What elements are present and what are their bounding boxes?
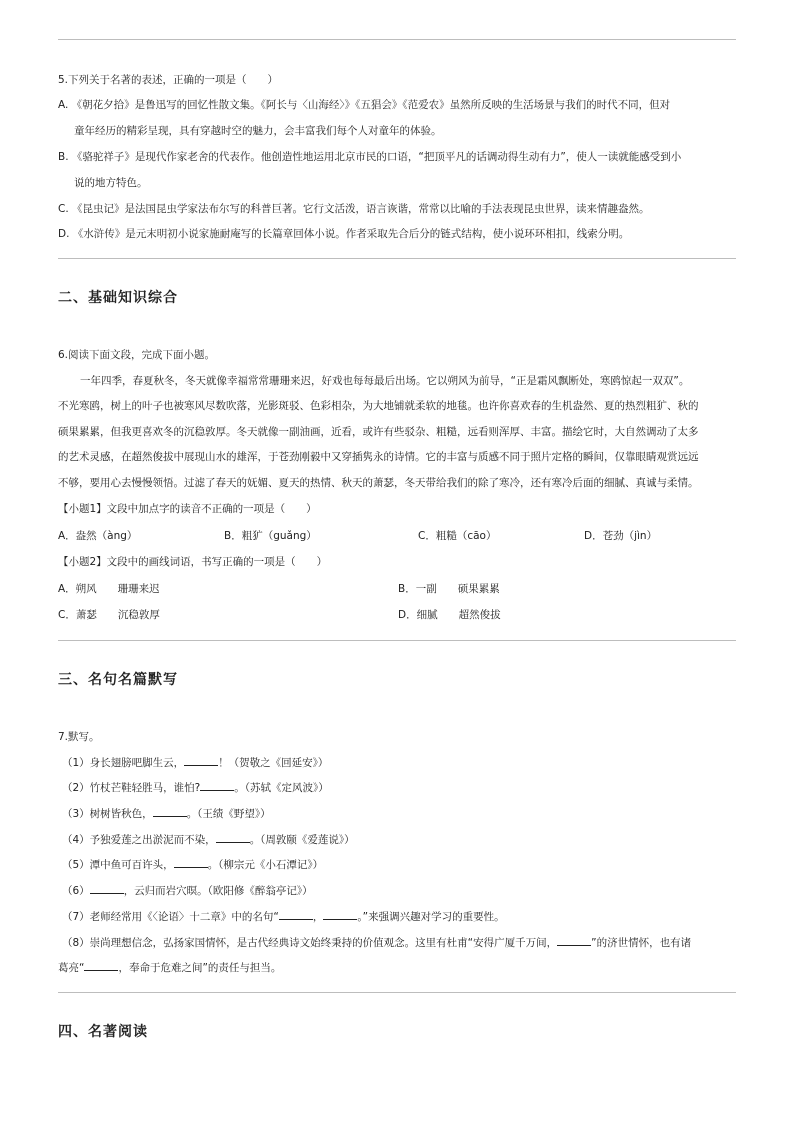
q7-item-2: （2）竹杖芒鞋轻胜马，谁怕? 。（苏轼《定风波》） [62, 782, 329, 794]
section-4-heading: 四、名著阅读 [58, 1024, 148, 1040]
divider [58, 640, 736, 641]
q7-item-7: （7）老师经常用《〈论语〉十二章》中的名句“ ， 。”来强调兴趣对学习的重要性。 [62, 911, 505, 923]
q7-item-3: （3）树树皆秋色， 。（王绩《野望》） [62, 808, 271, 820]
q7-item-4: （4）予独爱莲之出淤泥而不染， 。（周敦颐《爱莲说》） [62, 834, 355, 846]
answer-blank [557, 945, 591, 946]
option-c: C．萧瑟 沉稳敦厚 [58, 609, 160, 621]
q6-sub1-options [58, 528, 738, 543]
divider [58, 258, 736, 259]
section-2-heading: 二、基础知识综合 [58, 290, 178, 306]
option-b: B．粗犷（guǎng） [224, 530, 317, 542]
divider [58, 39, 736, 40]
divider [58, 992, 736, 993]
q5-stem: 5.下列关于名著的表述，正确的一项是（ ） [58, 74, 279, 86]
q6-sub2-options-row2 [58, 607, 738, 622]
q6-passage-line: 一年四季，春夏秋冬，冬天就像幸福常常珊珊来迟，好戏也每每最后出场。它以朔风为前导，“正是霜风飘断处，寒鸥惊起一双双”。 [80, 375, 690, 387]
option-a: A．盎然（àng） [58, 530, 138, 542]
q5-option-b: B. 《骆驼祥子》是现代作家老舍的代表作。他创造性地运用北京市民的口语，“把顶平凡的话调动得生动有力”，使人一读就能感受到小 [58, 151, 682, 163]
q6-passage-line: 不够，要用心去慢慢领悟。过滤了春天的妩媚、夏天的热情、秋天的萧瑟，冬天带给我们的除了寒冷，还有寒冷后面的细腻、真诚与柔情。 [58, 477, 699, 489]
q7-stem: 7.默写。 [58, 731, 100, 743]
option-d: D．苍劲（jìn） [584, 530, 658, 542]
q7-item-1: （1）身长翅膀吧脚生云， ！（贺敬之《回延安》） [62, 757, 329, 769]
option-b: B．一副 硕果累累 [398, 583, 500, 595]
q6-stem: 6.阅读下面文段，完成下面小题。 [58, 349, 216, 361]
q7-item-6: （6） ，云归而岩穴暝。（欧阳修《醉翁亭记》） [62, 885, 313, 897]
option-a: A．朔风 珊珊来迟 [58, 583, 160, 595]
answer-blank [90, 893, 124, 894]
q7-item-8-cont: 葛亮“ ，奉命于危难之间”的责任与担当。 [58, 962, 282, 974]
q5-option-d: D. 《水浒传》是元末明初小说家施耐庵写的长篇章回体小说。作者采取先合后分的链式结构，使小说环环相扣，线索分明。 [58, 228, 630, 240]
answer-blank [216, 842, 250, 843]
q5-option-c: C. 《昆虫记》是法国昆虫学家法布尔写的科普巨著。它行文活泼，语言诙谐，常常以比喻的手法表现昆虫世界，读来情趣盎然。 [58, 203, 650, 215]
option-d: D．细腻 超然俊拔 [398, 609, 501, 621]
section-3-heading: 三、名句名篇默写 [58, 672, 178, 688]
q6-sub2-options-row1 [58, 581, 738, 596]
q7-item-5: （5）潭中鱼可百许头， 。（柳宗元《小石潭记》） [62, 859, 324, 871]
answer-blank [174, 867, 208, 868]
answer-blank [200, 790, 234, 791]
answer-blank [184, 765, 218, 766]
q6-sub1-stem: 【小题1】文段中加点字的读音不正确的一项是（ ） [58, 503, 317, 515]
answer-blank [153, 816, 187, 817]
q5-option-a: A. 《朝花夕拾》是鲁迅写的回忆性散文集。《阿长与〈山海经〉》《五猖会》《范爱农》虽然所反映的生活场景与我们的时代不同，但对 [58, 99, 671, 111]
answer-blank [323, 919, 357, 920]
q6-passage-line: 硕果累累，但我更喜欢冬的沉稳敦厚。冬天就像一副油画，近看，或许有些驳杂、粗糙，远看则浑厚、丰富。描绘它时，大自然调动了太多 [58, 426, 699, 438]
q5-option-b-cont: 说的地方特色。 [74, 177, 148, 189]
answer-blank [279, 919, 313, 920]
q6-passage-line: 不光寒鸥，树上的叶子也被寒风尽数吹落，光影斑驳、色彩相杂，为大地铺就柔软的地毯。也许你喜欢春的生机盎然、夏的热烈粗犷、秋的 [58, 400, 699, 412]
q6-sub2-stem: 【小题2】文段中的画线词语，书写正确的一项是（ ） [58, 556, 328, 568]
answer-blank [84, 970, 118, 971]
q6-passage-line: 的艺术灵感，在超然俊拔中展现山水的雄浑，于苍劲刚毅中又穿插隽永的诗情。它的丰富与质感不同于照片定格的瞬间，仅靠眼睛观赏远远 [58, 451, 699, 463]
option-c: C．粗糙（cāo） [418, 530, 497, 542]
q7-item-8: （8）崇尚理想信念，弘扬家国情怀，是古代经典诗文始终秉持的价值观念。这里有杜甫“安得广厦千万间， ”的济世情怀，也有诸 [62, 937, 692, 949]
q5-option-a-cont: 童年经历的精彩呈现，具有穿越时空的魅力，会丰富我们每个人对童年的体验。 [74, 125, 442, 137]
